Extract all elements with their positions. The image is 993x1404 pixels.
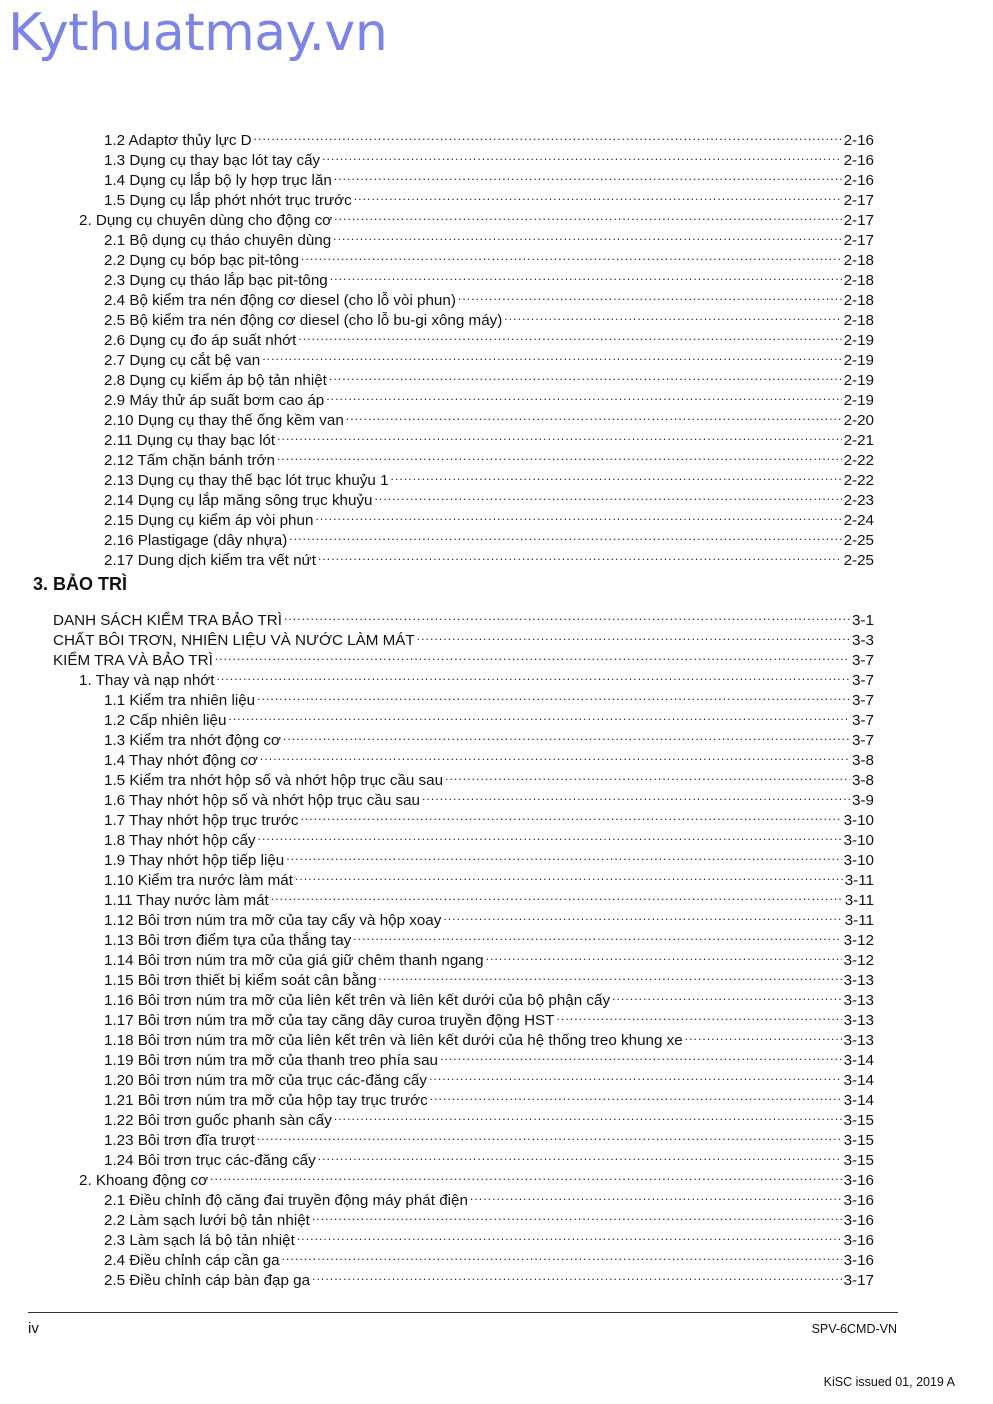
- toc-entry-label: 1.21 Bôi trơn núm tra mỡ của hộp tay trục trước: [104, 1092, 428, 1109]
- toc-entry-label: 1.10 Kiểm tra nước làm mát: [104, 872, 293, 889]
- toc-leader-dots: [257, 685, 850, 705]
- toc-entry[interactable]: [104, 1025, 874, 1049]
- toc-leader-dots: [391, 465, 842, 485]
- toc-entry-label: 2.12 Tấm chặn bánh trớn: [104, 452, 275, 469]
- toc-entry-label: 2. Dụng cụ chuyên dùng cho động cơ: [79, 212, 333, 229]
- toc-leader-dots: [318, 1145, 842, 1165]
- toc-entry[interactable]: [104, 905, 874, 929]
- toc-entry-label: 1.8 Thay nhớt hộp cấy: [104, 832, 256, 849]
- toc-entry-page: 3-13: [843, 972, 874, 989]
- toc-entry-label: 1.23 Bôi trơn đĩa trượt: [104, 1132, 255, 1149]
- toc-leader-dots: [333, 225, 841, 245]
- toc-entry-label: 1.22 Bôi trơn guốc phanh sàn cấy: [104, 1112, 332, 1129]
- toc-entry-label: 1.12 Bôi trơn núm tra mỡ của tay cấy và hộp xoay: [104, 912, 442, 929]
- toc-entry-page: 3-11: [844, 892, 874, 909]
- toc-leader-dots: [440, 1045, 842, 1065]
- toc-entry[interactable]: [53, 605, 874, 629]
- toc-entry-page: 3-15: [843, 1152, 874, 1169]
- toc-entry-page: 3-16: [843, 1192, 874, 1209]
- toc-entry[interactable]: [104, 245, 874, 269]
- toc-entry[interactable]: [104, 385, 874, 409]
- toc-entry-page: 2-16: [843, 152, 874, 169]
- toc-entry[interactable]: [104, 345, 874, 369]
- toc-entry[interactable]: [104, 165, 874, 189]
- toc-leader-dots: [217, 665, 851, 685]
- toc-leader-dots: [260, 745, 850, 765]
- footer-doc-code: SPV-6CMD-VN: [811, 1322, 897, 1336]
- section-heading: 3. BẢO TRÌ: [33, 574, 128, 594]
- toc-entry[interactable]: [104, 1205, 874, 1229]
- toc-entry-label: 2.13 Dụng cụ thay thế bạc lót trục khuỷu 1: [104, 472, 389, 489]
- toc-entry-label: 2.1 Bộ dụng cụ tháo chuyên dùng: [104, 232, 332, 249]
- toc-leader-dots: [346, 405, 842, 425]
- toc-entry-label: 2.10 Dụng cụ thay thế ống kềm van: [104, 412, 344, 429]
- toc-leader-dots: [258, 825, 842, 845]
- toc-entry-label: 1.24 Bôi trơn trục các-đăng cấy: [104, 1152, 316, 1169]
- toc-entry-page: 2-17: [843, 232, 874, 249]
- toc-entry-label: 2.15 Dụng cụ kiểm áp vòi phun: [104, 512, 314, 529]
- toc-entry[interactable]: [79, 665, 874, 689]
- toc-entry-page: 3-17: [843, 1272, 874, 1289]
- toc-leader-dots: [289, 525, 841, 545]
- toc-leader-dots: [334, 165, 842, 185]
- toc-entry-label: 1.14 Bôi trơn núm tra mỡ của giá giữ chêm thanh ngang: [104, 952, 484, 969]
- toc-entry-page: 3-7: [852, 652, 874, 669]
- toc-entry[interactable]: [79, 205, 874, 229]
- toc-leader-dots: [612, 985, 842, 1005]
- toc-entry-page: 3-7: [852, 692, 874, 709]
- toc-entry-page: 3-7: [852, 732, 874, 749]
- toc-entry[interactable]: [104, 1265, 874, 1289]
- toc-leader-dots: [301, 245, 842, 265]
- toc-entry-label: 1.2 Adaptơ thủy lực D: [104, 132, 252, 149]
- toc-entry-page: 2-18: [843, 312, 874, 329]
- toc-entry-page: 3-11: [844, 872, 874, 889]
- toc-leader-dots: [374, 485, 841, 505]
- toc-entry[interactable]: [104, 965, 874, 989]
- toc-leader-dots: [300, 805, 841, 825]
- toc-entry-page: 2-25: [843, 532, 874, 549]
- toc-entry[interactable]: [104, 1105, 874, 1129]
- toc-entry[interactable]: [104, 1125, 874, 1149]
- toc-leader-dots: [334, 205, 841, 225]
- toc-entry-label: 2.5 Bộ kiểm tra nén động cơ diesel (cho lỗ bu-gi xông máy): [104, 312, 503, 329]
- toc-entry[interactable]: [104, 1045, 874, 1069]
- toc-leader-dots: [228, 705, 850, 725]
- toc-leader-dots: [277, 445, 842, 465]
- toc-leader-dots: [685, 1025, 842, 1045]
- toc-entry-page: 2-16: [843, 132, 874, 149]
- toc-entry-label: 1.15 Bôi trơn thiết bị kiểm soát cân bằng: [104, 972, 377, 989]
- toc-entry[interactable]: [104, 1005, 874, 1029]
- toc-entry[interactable]: [104, 1065, 874, 1089]
- toc-entry-page: 3-15: [843, 1132, 874, 1149]
- toc-entry[interactable]: [104, 265, 874, 289]
- toc-leader-dots: [354, 185, 842, 205]
- toc-leader-dots: [312, 1265, 842, 1285]
- toc-entry[interactable]: [104, 785, 874, 809]
- toc-entry-label: 1.4 Thay nhớt động cơ: [104, 752, 258, 769]
- toc-entry[interactable]: [104, 305, 874, 329]
- toc-leader-dots: [326, 385, 841, 405]
- toc-entry[interactable]: [53, 645, 874, 669]
- toc-entry[interactable]: [104, 1145, 874, 1169]
- toc-entry-label: 2.2 Dụng cụ bóp bạc pit-tông: [104, 252, 300, 269]
- toc-entry-label: 2.17 Dung dịch kiểm tra vết nứt: [104, 552, 316, 569]
- toc-entry-label: 2.9 Máy thử áp suất bơm cao áp: [104, 392, 325, 409]
- toc-entry-label: 1.16 Bôi trơn núm tra mỡ của liên kết trên và liên kết dưới của bộ phận cấy: [104, 992, 611, 1009]
- toc-entry-label: KIỂM TRA VÀ BẢO TRÌ: [53, 652, 213, 669]
- toc-entry-page: 3-12: [843, 952, 874, 969]
- toc-entry-label: 1.3 Kiểm tra nhớt động cơ: [104, 732, 281, 749]
- toc-entry[interactable]: [104, 845, 874, 869]
- toc-entry-label: 2.5 Điều chỉnh cáp bàn đạp ga: [104, 1272, 311, 1289]
- toc-entry[interactable]: [104, 405, 874, 429]
- toc-entry[interactable]: [104, 885, 874, 909]
- toc-entry[interactable]: [104, 705, 874, 729]
- toc-entry[interactable]: [104, 225, 874, 249]
- toc-entry-label: 1.11 Thay nước làm mát: [104, 892, 269, 909]
- toc-leader-dots: [430, 1085, 842, 1105]
- toc-entry[interactable]: [104, 1185, 874, 1209]
- toc-leader-dots: [330, 265, 842, 285]
- toc-entry[interactable]: [104, 365, 874, 389]
- toc-entry[interactable]: [104, 945, 874, 969]
- toc-leader-dots: [318, 545, 842, 565]
- toc-leader-dots: [417, 625, 850, 645]
- toc-entry-label: 2.1 Điều chỉnh độ căng đai truyền động máy phát điện: [104, 1192, 468, 1209]
- toc-leader-dots: [458, 285, 842, 305]
- toc-entry-page: 3-11: [844, 912, 874, 929]
- toc-entry-page: 2-19: [843, 372, 874, 389]
- toc-leader-dots: [422, 785, 850, 805]
- footer-page-number: iv: [28, 1320, 39, 1337]
- toc-entry-label: 2.2 Làm sạch lưới bộ tản nhiệt: [104, 1212, 310, 1229]
- toc-entry-page: 2-18: [843, 292, 874, 309]
- toc-leader-dots: [271, 885, 843, 905]
- toc-entry-label: CHẤT BÔI TRƠN, NHIÊN LIỆU VÀ NƯỚC LÀM MÁT: [53, 632, 415, 649]
- issued-note: KiSC issued 01, 2019 A: [823, 1375, 955, 1389]
- toc-entry[interactable]: [104, 765, 874, 789]
- toc-entry-page: 3-8: [852, 752, 874, 769]
- toc-entry-label: 1.5 Kiểm tra nhớt hộp số và nhớt hộp trục cầu sau: [104, 772, 444, 789]
- toc-entry[interactable]: [104, 685, 874, 709]
- toc-entry-label: 1.1 Kiểm tra nhiên liệu: [104, 692, 256, 709]
- toc-entry-page: 3-14: [843, 1092, 874, 1109]
- toc-entry-label: 2.14 Dụng cụ lắp măng sông trục khuỷu: [104, 492, 373, 509]
- toc-entry[interactable]: [104, 725, 874, 749]
- toc-entry[interactable]: [53, 625, 874, 649]
- toc-leader-dots: [556, 1005, 841, 1025]
- toc-leader-dots: [470, 1185, 842, 1205]
- toc-entry-page: 3-3: [852, 632, 874, 649]
- toc-leader-dots: [283, 725, 850, 745]
- toc-leader-dots: [504, 305, 841, 325]
- toc-entry-page: 2-22: [843, 452, 874, 469]
- toc-leader-dots: [297, 1225, 842, 1245]
- footer-divider: [28, 1312, 898, 1313]
- toc-entry-label: 1. Thay và nạp nhớt: [79, 672, 215, 689]
- toc-leader-dots: [282, 1245, 842, 1265]
- toc-entry-label: 2.8 Dụng cụ kiểm áp bộ tản nhiệt: [104, 372, 327, 389]
- toc-entry-page: 3-16: [843, 1212, 874, 1229]
- toc-entry-label: 1.7 Thay nhớt hộp trục trước: [104, 812, 299, 829]
- toc-leader-dots: [262, 345, 841, 365]
- toc-leader-dots: [315, 505, 841, 525]
- toc-entry[interactable]: [104, 1225, 874, 1249]
- toc-entry-page: 2-25: [843, 552, 874, 569]
- toc-entry[interactable]: [104, 445, 874, 469]
- toc-entry[interactable]: [104, 145, 874, 169]
- toc-leader-dots: [295, 865, 843, 885]
- toc-entry-page: 2-18: [843, 252, 874, 269]
- toc-entry-page: 2-21: [843, 432, 874, 449]
- toc-entry-page: 3-7: [852, 672, 874, 689]
- toc-entry[interactable]: [104, 865, 874, 889]
- toc-leader-dots: [286, 845, 841, 865]
- toc-entry-label: 2.3 Làm sạch lá bộ tản nhiệt: [104, 1232, 295, 1249]
- toc-leader-dots: [284, 605, 850, 625]
- toc-entry-label: 2.11 Dụng cụ thay bạc lót: [104, 432, 276, 449]
- toc-entry-page: 3-7: [852, 712, 874, 729]
- toc-entry-label: 1.2 Cấp nhiên liệu: [104, 712, 227, 729]
- toc-entry-page: 3-13: [843, 1012, 874, 1029]
- toc-entry[interactable]: [104, 825, 874, 849]
- toc-entry-page: 2-19: [843, 352, 874, 369]
- toc-entry-page: 3-10: [843, 812, 874, 829]
- toc-entry-page: 2-19: [843, 332, 874, 349]
- toc-entry[interactable]: [104, 985, 874, 1009]
- toc-leader-dots: [379, 965, 842, 985]
- toc-leader-dots: [445, 765, 850, 785]
- toc-entry-page: 3-13: [843, 1032, 874, 1049]
- toc-leader-dots: [329, 365, 842, 385]
- watermark-logo: Kythuatmay.vn: [8, 3, 388, 63]
- toc-entry-label: 2.16 Plastigage (dây nhựa): [104, 532, 288, 549]
- toc-entry-page: 2-17: [843, 192, 874, 209]
- toc-entry-page: 2-24: [843, 512, 874, 529]
- toc-entry-label: 1.19 Bôi trơn núm tra mỡ của thanh treo phía sau: [104, 1052, 438, 1069]
- toc-entry-label: 1.9 Thay nhớt hộp tiếp liệu: [104, 852, 285, 869]
- toc-entry[interactable]: [104, 1245, 874, 1269]
- toc-entry-page: 3-12: [843, 932, 874, 949]
- toc-entry[interactable]: [104, 485, 874, 509]
- toc-entry-page: 2-23: [843, 492, 874, 509]
- toc-entry[interactable]: [104, 1085, 874, 1109]
- toc-entry-label: 2.7 Dụng cụ cắt bệ van: [104, 352, 261, 369]
- toc-entry-label: 2.4 Điều chỉnh cáp cần ga: [104, 1252, 280, 1269]
- toc-entry-label: 1.3 Dụng cụ thay bạc lót tay cấy: [104, 152, 321, 169]
- toc-leader-dots: [486, 945, 842, 965]
- toc-leader-dots: [215, 645, 850, 665]
- toc-entry-page: 3-16: [843, 1232, 874, 1249]
- toc-entry-label: 1.17 Bôi trơn núm tra mỡ của tay căng dây curoa truyền động HST: [104, 1012, 555, 1029]
- toc-entry[interactable]: [104, 285, 874, 309]
- toc-entry-page: 3-8: [852, 772, 874, 789]
- toc-leader-dots: [298, 325, 841, 345]
- toc-entry[interactable]: [104, 805, 874, 829]
- toc-entry-page: 3-15: [843, 1112, 874, 1129]
- toc-entry-page: 3-10: [843, 832, 874, 849]
- toc-leader-dots: [429, 1065, 842, 1085]
- toc-entry-label: 2.6 Dụng cụ đo áp suất nhớt: [104, 332, 297, 349]
- toc-entry[interactable]: [79, 1165, 874, 1189]
- toc-leader-dots: [210, 1165, 842, 1185]
- toc-leader-dots: [353, 925, 841, 945]
- toc-entry[interactable]: [104, 425, 874, 449]
- toc-entry-page: 2-22: [843, 472, 874, 489]
- toc-entry-label: 1.13 Bôi trơn điểm tựa của thắng tay: [104, 932, 352, 949]
- toc-entry[interactable]: [104, 525, 874, 549]
- toc-entry-page: 2-16: [843, 172, 874, 189]
- toc-entry[interactable]: [104, 125, 874, 149]
- toc-entry-label: 1.5 Dụng cụ lắp phớt nhớt trục trước: [104, 192, 352, 209]
- toc-entry[interactable]: [104, 545, 874, 569]
- toc-entry-label: 2. Khoang động cơ: [79, 1172, 209, 1189]
- toc-entry[interactable]: [104, 745, 874, 769]
- toc-entry-page: 2-19: [843, 392, 874, 409]
- toc-entry-label: 2.4 Bộ kiểm tra nén động cơ diesel (cho lỗ vòi phun): [104, 292, 456, 309]
- toc-entry-label: 2.3 Dụng cụ tháo lắp bạc pit-tông: [104, 272, 328, 289]
- toc-entry[interactable]: [104, 325, 874, 349]
- toc-entry-label: DANH SÁCH KIỂM TRA BẢO TRÌ: [53, 612, 282, 629]
- toc-entry-page: 3-16: [843, 1172, 874, 1189]
- toc-entry-page: 3-14: [843, 1052, 874, 1069]
- toc-entry-page: 3-1: [852, 612, 874, 629]
- toc-entry-page: 3-16: [843, 1252, 874, 1269]
- toc-entry[interactable]: [104, 465, 874, 489]
- toc-leader-dots: [334, 1105, 842, 1125]
- toc-leader-dots: [322, 145, 841, 165]
- toc-leader-dots: [257, 1125, 842, 1145]
- toc-entry-page: 2-17: [843, 212, 874, 229]
- toc-entry[interactable]: [104, 925, 874, 949]
- toc-entry-label: 1.4 Dụng cụ lắp bộ ly hợp trục lăn: [104, 172, 332, 189]
- toc-entry[interactable]: [104, 185, 874, 209]
- toc-entry-label: 1.20 Bôi trơn núm tra mỡ của trục các-đăng cấy: [104, 1072, 427, 1089]
- toc-leader-dots: [254, 125, 842, 145]
- toc-entry[interactable]: [104, 505, 874, 529]
- toc-entry-label: 1.6 Thay nhớt hộp số và nhớt hộp trục cầu sau: [104, 792, 420, 809]
- toc-entry-page: 3-9: [852, 792, 874, 809]
- toc-leader-dots: [277, 425, 841, 445]
- toc-entry-page: 2-18: [843, 272, 874, 289]
- toc-entry-page: 3-14: [843, 1072, 874, 1089]
- toc-leader-dots: [443, 905, 842, 925]
- toc-entry-label: 1.18 Bôi trơn núm tra mỡ của liên kết trên và liên kết dưới của hệ thống treo khung xe: [104, 1032, 683, 1049]
- toc-leader-dots: [312, 1205, 842, 1225]
- toc-entry-page: 3-13: [843, 992, 874, 1009]
- toc-entry-page: 3-10: [843, 852, 874, 869]
- toc-entry-page: 2-20: [843, 412, 874, 429]
